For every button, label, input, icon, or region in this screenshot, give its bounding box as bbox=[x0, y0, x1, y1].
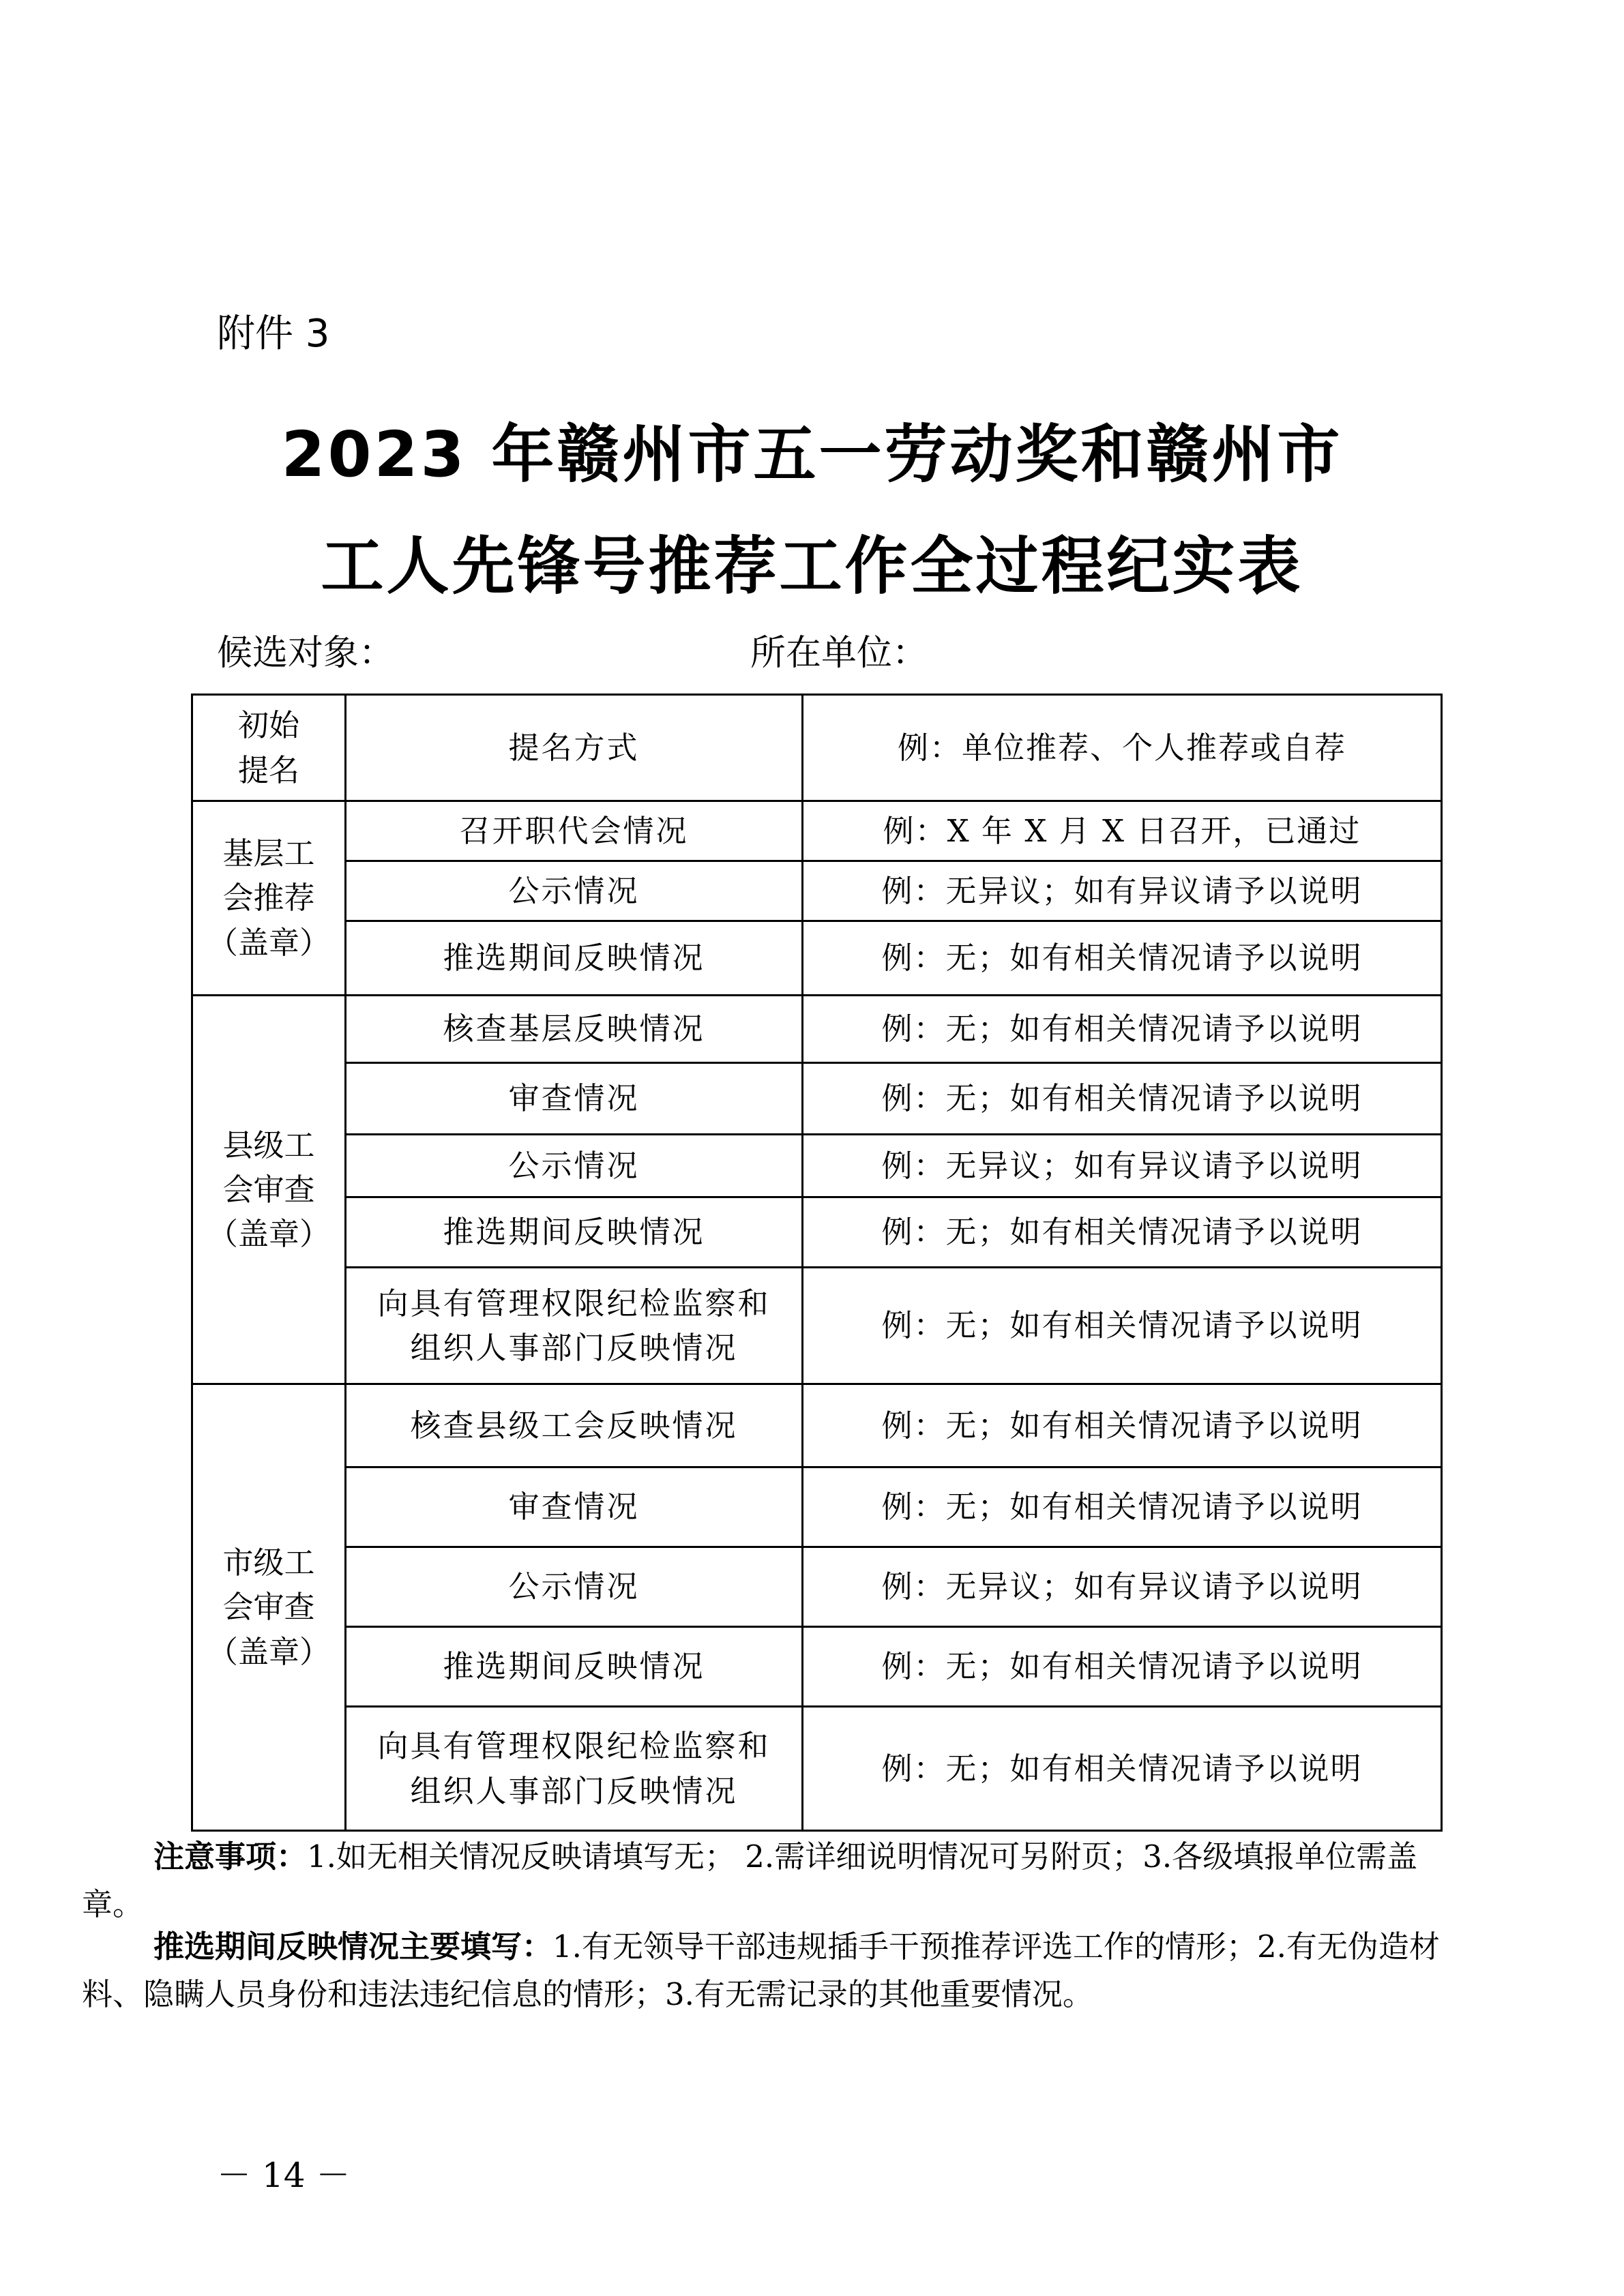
value-cell: 例：无；如有相关情况请予以说明 bbox=[803, 1268, 1442, 1384]
value-cell: 例：无；如有相关情况请予以说明 bbox=[803, 1063, 1442, 1135]
value-cell: 例：无；如有相关情况请予以说明 bbox=[803, 921, 1442, 996]
reflection-guide-label: 推选期间反映情况主要填写： bbox=[153, 1928, 553, 1965]
section-county-union: 县级工 会审查 （盖章） bbox=[192, 996, 346, 1384]
notes-text: 1.如无相关情况反映请填写无； 2.需详细说明情况可另附页；3.各级填报单位需盖章。 bbox=[82, 1838, 1418, 1922]
table-row bbox=[192, 1197, 1442, 1268]
table-row bbox=[192, 1707, 1442, 1831]
item-cell: 推选期间反映情况 bbox=[346, 921, 803, 996]
value-cell: 例：无；如有相关情况请予以说明 bbox=[803, 996, 1442, 1063]
candidate-label: 候选对象： bbox=[217, 633, 395, 674]
page-title-line2: 工人先锋号推荐工作全过程纪实表 bbox=[321, 530, 1303, 603]
table-row bbox=[192, 1135, 1442, 1197]
item-cell: 提名方式 bbox=[346, 695, 803, 801]
item-cell: 审查情况 bbox=[346, 1467, 803, 1547]
value-cell: 例：无；如有相关情况请予以说明 bbox=[803, 1467, 1442, 1547]
page-number: － 14 － bbox=[217, 2156, 351, 2195]
item-cell: 向具有管理权限纪检监察和 组织人事部门反映情况 bbox=[346, 1707, 803, 1831]
value-cell: 例：无异议；如有异议请予以说明 bbox=[803, 1135, 1442, 1197]
item-cell: 召开职代会情况 bbox=[346, 801, 803, 861]
item-cell: 核查基层反映情况 bbox=[346, 996, 803, 1063]
item-cell: 推选期间反映情况 bbox=[346, 1627, 803, 1707]
value-cell: 例：无；如有相关情况请予以说明 bbox=[803, 1627, 1442, 1707]
item-cell: 公示情况 bbox=[346, 1135, 803, 1197]
item-cell: 推选期间反映情况 bbox=[346, 1197, 803, 1268]
notes-label: 注意事项： bbox=[153, 1838, 308, 1875]
value-cell: 例：无；如有相关情况请予以说明 bbox=[803, 1197, 1442, 1268]
record-table bbox=[191, 694, 1443, 1832]
attachment-label: 附件 3 bbox=[217, 312, 330, 356]
table-row bbox=[192, 1547, 1442, 1627]
reflection-guide-text: 1.有无领导干部违规插手干预推荐评选工作的情形；2.有无伪造材料、隐瞒人员身份和违法违纪信息的情形；3.有无需记录的其他重要情况。 bbox=[82, 1928, 1440, 2012]
table-row bbox=[192, 1467, 1442, 1547]
table-row bbox=[192, 921, 1442, 996]
value-cell: 例：X 年 X 月 X 日召开，已通过 bbox=[803, 801, 1442, 861]
table-row bbox=[192, 695, 1442, 801]
value-cell: 例：无异议；如有异议请予以说明 bbox=[803, 861, 1442, 921]
value-cell: 例：无异议；如有异议请予以说明 bbox=[803, 1547, 1442, 1627]
item-cell: 公示情况 bbox=[346, 861, 803, 921]
table-row bbox=[192, 861, 1442, 921]
item-cell: 向具有管理权限纪检监察和 组织人事部门反映情况 bbox=[346, 1268, 803, 1384]
item-cell: 核查县级工会反映情况 bbox=[346, 1384, 803, 1467]
value-cell: 例：无；如有相关情况请予以说明 bbox=[803, 1384, 1442, 1467]
notes-paragraph bbox=[82, 1833, 1446, 1928]
table-row bbox=[192, 1063, 1442, 1135]
table-row bbox=[192, 996, 1442, 1063]
table-row bbox=[192, 1627, 1442, 1707]
section-grassroots-union: 基层工 会推荐 （盖章） bbox=[192, 801, 346, 996]
unit-label: 所在单位： bbox=[750, 633, 928, 674]
page-title-line1: 2023 年赣州市五一劳动奖和赣州市 bbox=[281, 418, 1343, 491]
item-cell: 审查情况 bbox=[346, 1063, 803, 1135]
table-row bbox=[192, 1384, 1442, 1467]
item-cell: 公示情况 bbox=[346, 1547, 803, 1627]
table-row bbox=[192, 1268, 1442, 1384]
reflection-guide-paragraph bbox=[82, 1923, 1446, 2018]
value-cell: 例：单位推荐、个人推荐或自荐 bbox=[803, 695, 1442, 801]
table-row bbox=[192, 801, 1442, 861]
value-cell: 例：无；如有相关情况请予以说明 bbox=[803, 1707, 1442, 1831]
section-initial-nomination: 初始 提名 bbox=[192, 695, 346, 801]
section-city-union: 市级工 会审查 （盖章） bbox=[192, 1384, 346, 1831]
